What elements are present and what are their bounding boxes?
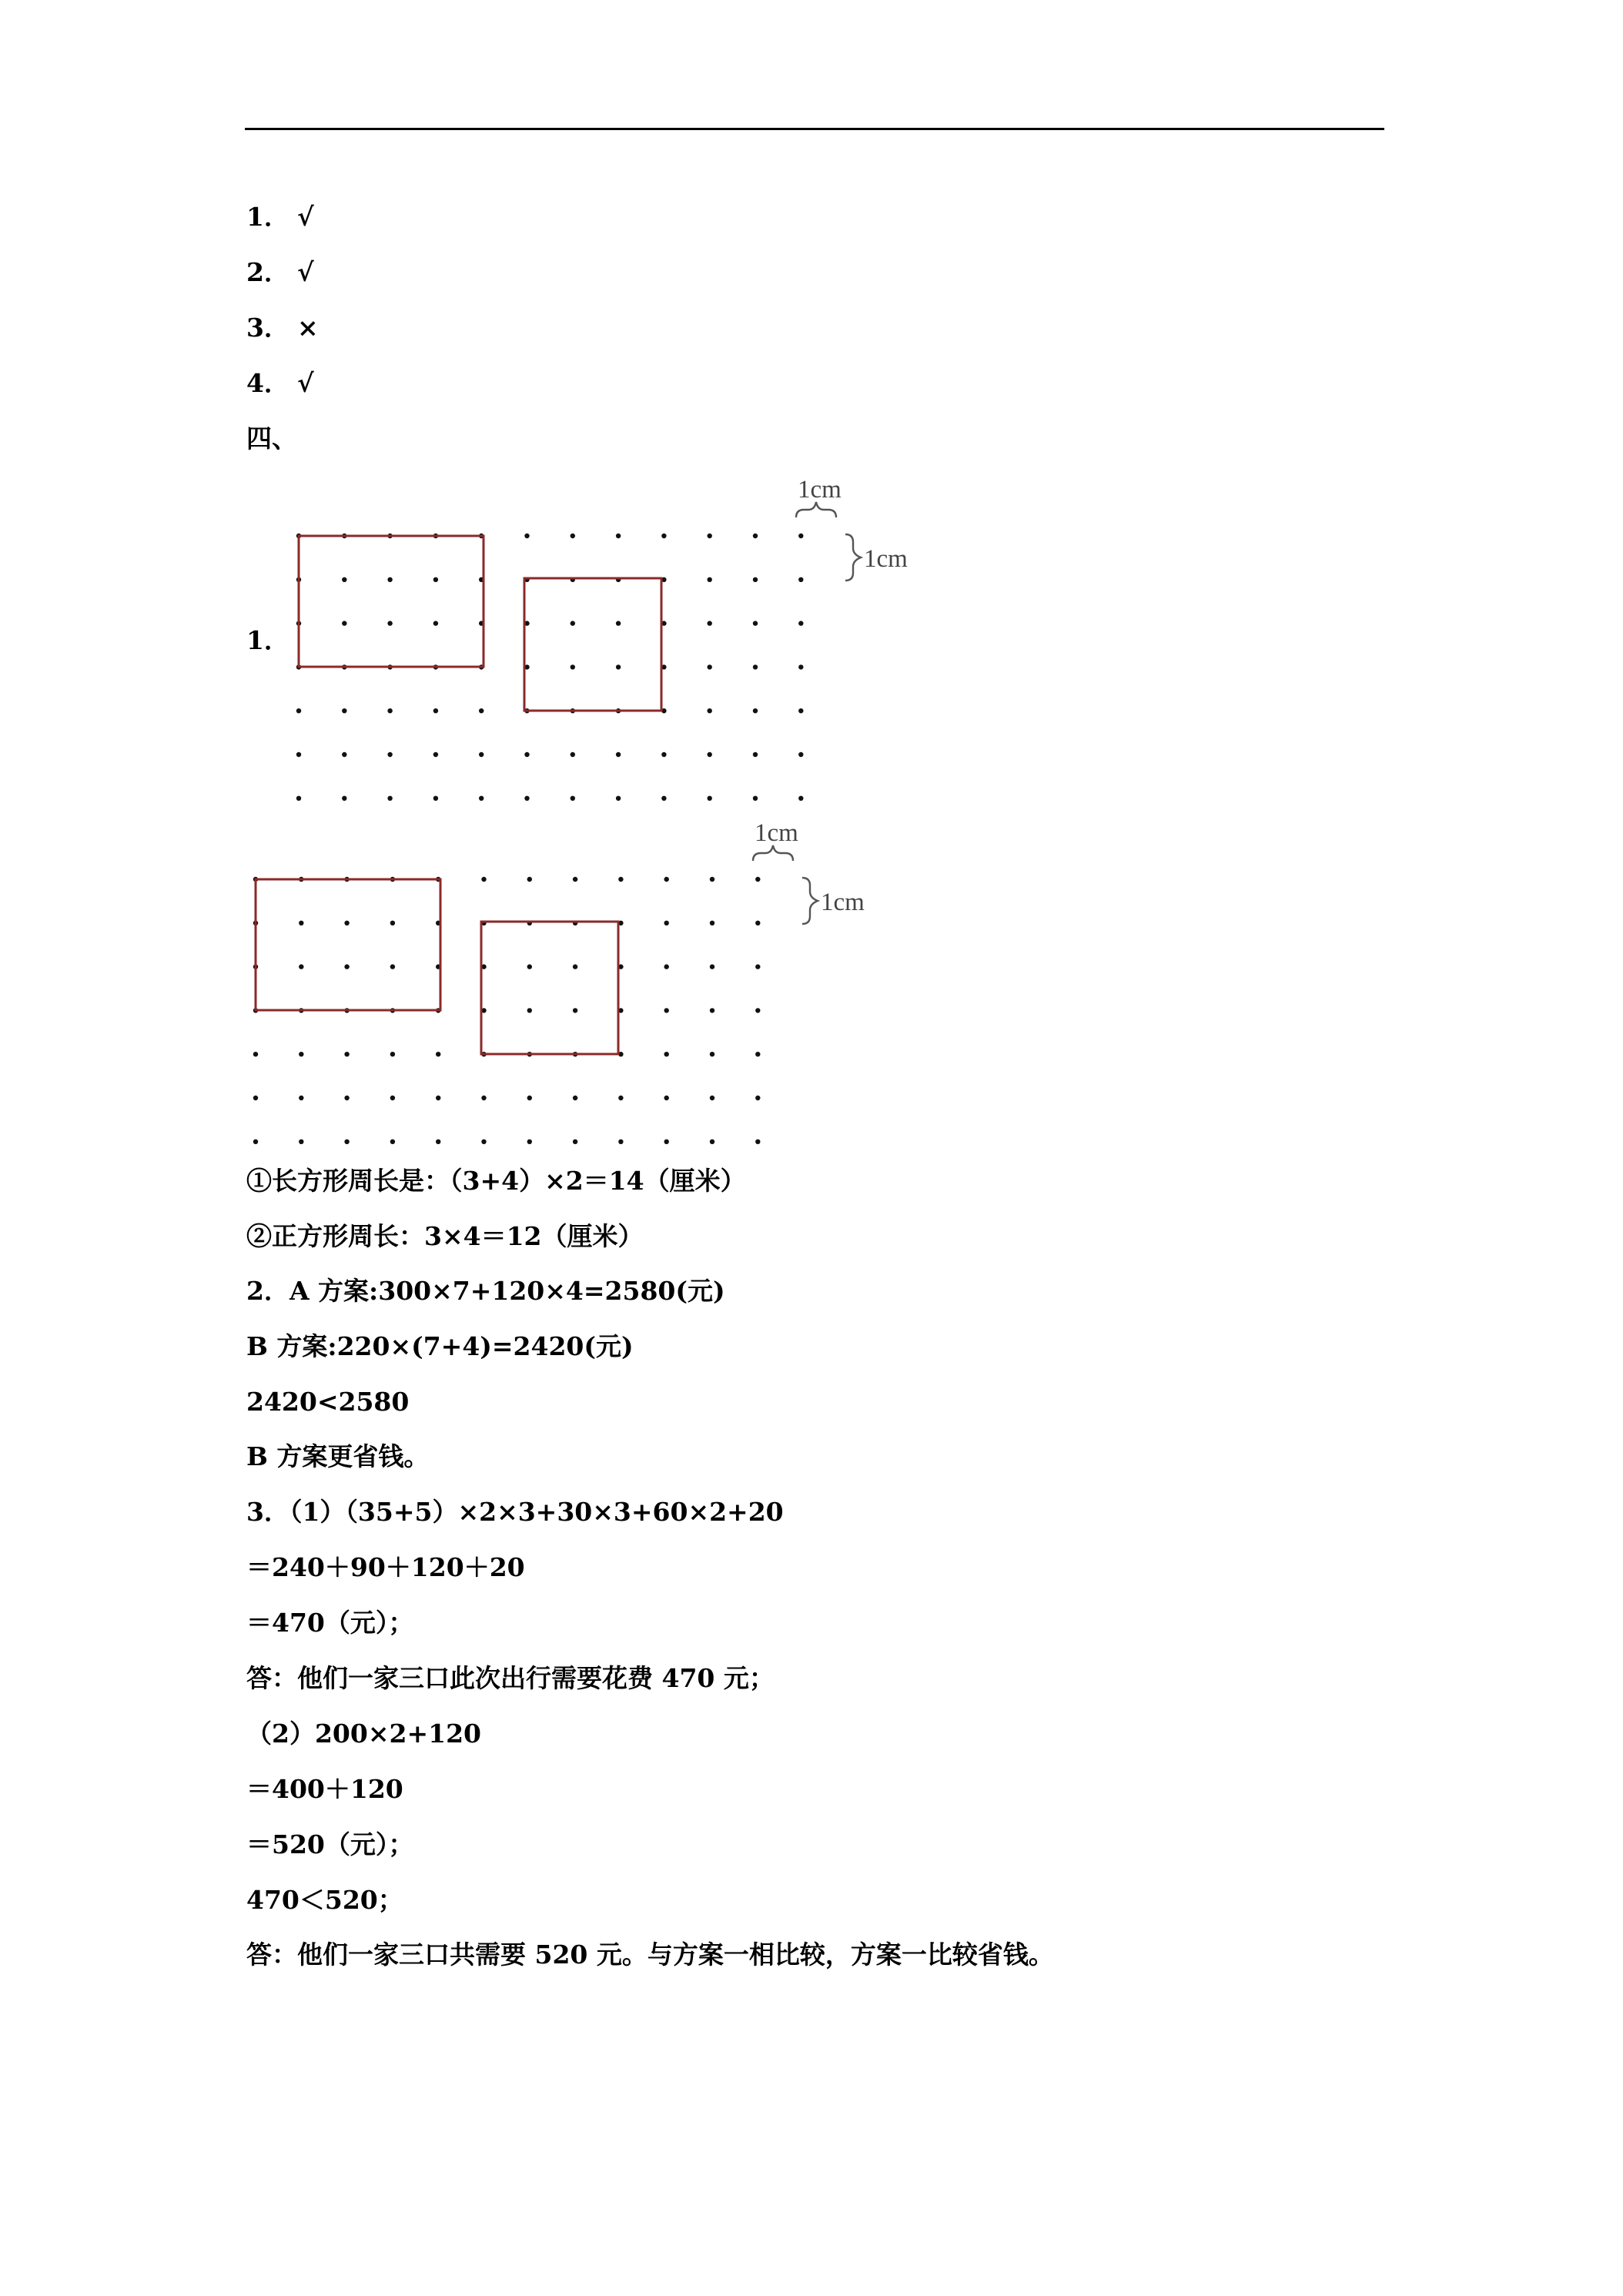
answer-4: 4． √ (246, 368, 314, 398)
grid-dot (664, 1008, 669, 1012)
grid-dot (571, 796, 575, 801)
grid-dot (798, 752, 803, 757)
grid-dot (664, 877, 669, 882)
grid-dot (387, 577, 392, 582)
grid-dot (342, 796, 346, 801)
grid-dot (571, 534, 575, 538)
grid-dot (755, 1096, 760, 1100)
grid-dot (708, 621, 712, 625)
grid-dot (798, 577, 803, 582)
grid-dot (664, 964, 669, 969)
grid-dot (573, 1096, 577, 1100)
grid-dot (664, 1140, 669, 1144)
grid-dot (436, 1140, 440, 1144)
q3-line-6: ＝400＋120 (246, 1774, 403, 1804)
grid-dot (390, 1052, 395, 1056)
brace-vertical (845, 534, 861, 581)
grid-dot (481, 877, 486, 882)
grid-dot (390, 1140, 395, 1144)
q2-line-plan-b: B 方案:220×(7+4)=2420(元) (246, 1331, 634, 1361)
q3-line-3: ＝470（元）； (246, 1608, 414, 1638)
q2-line-conclusion: B 方案更省钱。 (246, 1441, 430, 1471)
rectangle-shape (256, 879, 440, 1010)
grid-dot (387, 708, 392, 713)
q3-line-7: ＝520（元）； (246, 1829, 414, 1859)
grid-dot (753, 577, 758, 582)
grid-dot (344, 1052, 349, 1056)
grid-dot (661, 796, 666, 801)
grid-dot (342, 708, 346, 713)
q3-line-4: 答：他们一家三口此次出行需要花费 470 元； (246, 1663, 775, 1693)
grid-dot (798, 664, 803, 669)
grid-dot (664, 921, 669, 925)
grid-dot (342, 577, 346, 582)
grid-dot (433, 621, 438, 625)
grid-dot (479, 708, 484, 713)
grid-dot (573, 1008, 577, 1012)
answer-1: 1． √ (246, 202, 314, 232)
grid-dot (616, 796, 621, 801)
grid-dot (618, 877, 623, 882)
unit-label-vertical: 1cm (864, 545, 908, 573)
grid-dot (344, 1096, 349, 1100)
dot-grid-figure-2 (242, 805, 919, 1160)
grid-dot (753, 796, 758, 801)
grid-dot (710, 1008, 714, 1012)
brace-horizontal (753, 845, 793, 861)
grid-dot (753, 708, 758, 713)
grid-dot (661, 752, 666, 757)
grid-dot (527, 877, 532, 882)
grid-dot (433, 752, 438, 757)
rectangle-shape (299, 536, 484, 667)
grid-dot (573, 1140, 577, 1144)
perimeter-rectangle-line: ①长方形周长是：（3+4）×2＝14（厘米） (246, 1166, 746, 1196)
grid-dot (433, 577, 438, 582)
grid-dot (436, 1052, 440, 1056)
grid-dot (479, 796, 484, 801)
grid-dot (708, 577, 712, 582)
answer-3: 3． × (246, 313, 319, 343)
brace-vertical (802, 878, 818, 924)
grid-dot (798, 708, 803, 713)
grid-dot (390, 921, 395, 925)
grid-dot (479, 752, 484, 757)
grid-dot (708, 534, 712, 538)
grid-dot (664, 1096, 669, 1100)
grid-dot (571, 752, 575, 757)
grid-dot (755, 1052, 760, 1056)
grid-dot (299, 1096, 303, 1100)
perimeter-square-line: ②正方形周长：3×4＝12（厘米） (246, 1221, 644, 1251)
grid-dot (753, 621, 758, 625)
grid-dot (296, 752, 301, 757)
grid-dot (755, 877, 760, 882)
grid-dot (390, 1096, 395, 1100)
grid-dot (708, 796, 712, 801)
unit-label-horizontal: 1cm (798, 476, 842, 504)
grid-dot (710, 1096, 714, 1100)
grid-dot (755, 1008, 760, 1012)
q3-line-5: （2）200×2+120 (246, 1719, 481, 1749)
grid-dot (524, 796, 529, 801)
grid-dot (573, 964, 577, 969)
grid-dot (571, 621, 575, 625)
grid-dot (618, 1140, 623, 1144)
grid-dot (710, 921, 714, 925)
grid-dot (616, 664, 621, 669)
grid-dot (527, 964, 532, 969)
grid-dot (296, 708, 301, 713)
answer-2: 2． √ (246, 257, 314, 287)
grid-dot (299, 1052, 303, 1056)
grid-dot (390, 964, 395, 969)
grid-dot (755, 921, 760, 925)
grid-dot (433, 708, 438, 713)
grid-dot (342, 752, 346, 757)
grid-dot (664, 1052, 669, 1056)
grid-dot (798, 534, 803, 538)
grid-dot (344, 1140, 349, 1144)
grid-dot (299, 1140, 303, 1144)
grid-dot (616, 752, 621, 757)
grid-dot (387, 752, 392, 757)
grid-dot (573, 877, 577, 882)
grid-dot (753, 664, 758, 669)
grid-dot (527, 1008, 532, 1012)
grid-dot (481, 1140, 486, 1144)
grid-dot (299, 921, 303, 925)
dot-grid-figure-1 (285, 462, 962, 816)
grid-dot (708, 708, 712, 713)
grid-dot (387, 796, 392, 801)
grid-dot (661, 534, 666, 538)
grid-dot (753, 534, 758, 538)
grid-dot (710, 964, 714, 969)
grid-dot (618, 1096, 623, 1100)
grid-dot (708, 752, 712, 757)
grid-dot (710, 1140, 714, 1144)
grid-dot (524, 534, 529, 538)
grid-dot (299, 964, 303, 969)
grid-dot (753, 752, 758, 757)
grid-dot (253, 1096, 258, 1100)
square-shape (481, 922, 618, 1054)
grid-dot (387, 621, 392, 625)
question-1-label: 1． (246, 625, 289, 655)
brace-horizontal (796, 502, 836, 517)
section-4-heading: 四、 (246, 423, 297, 454)
q3-line-9: 答：他们一家三口共需要 520 元。与方案一相比较，方案一比较省钱。 (246, 1940, 1054, 1970)
grid-dot (755, 964, 760, 969)
grid-dot (527, 1140, 532, 1144)
grid-dot (571, 664, 575, 669)
grid-dot (710, 877, 714, 882)
unit-label-vertical: 1cm (821, 889, 865, 916)
grid-dot (524, 752, 529, 757)
grid-dot (433, 796, 438, 801)
q3-line-8: 470＜520； (246, 1885, 403, 1915)
grid-dot (527, 1096, 532, 1100)
grid-dot (616, 621, 621, 625)
q2-line-plan-a: 2．A 方案:300×7+120×4=2580(元) (246, 1276, 725, 1306)
grid-dot (798, 621, 803, 625)
grid-dot (253, 1140, 258, 1144)
q3-line-2: ＝240＋90＋120＋20 (246, 1552, 525, 1582)
grid-dot (296, 796, 301, 801)
unit-label-horizontal: 1cm (755, 819, 798, 847)
grid-dot (616, 534, 621, 538)
grid-dot (253, 1052, 258, 1056)
grid-dot (344, 964, 349, 969)
grid-dot (708, 664, 712, 669)
grid-dot (342, 621, 346, 625)
header-rule (245, 128, 1384, 130)
grid-dot (798, 796, 803, 801)
square-shape (524, 578, 661, 711)
q2-line-compare: 2420<2580 (246, 1387, 410, 1417)
grid-dot (710, 1052, 714, 1056)
grid-dot (436, 1096, 440, 1100)
grid-dot (755, 1140, 760, 1144)
grid-dot (481, 1096, 486, 1100)
q3-line-1: 3．（1）（35+5）×2×3+30×3+60×2+20 (246, 1497, 784, 1527)
grid-dot (344, 921, 349, 925)
